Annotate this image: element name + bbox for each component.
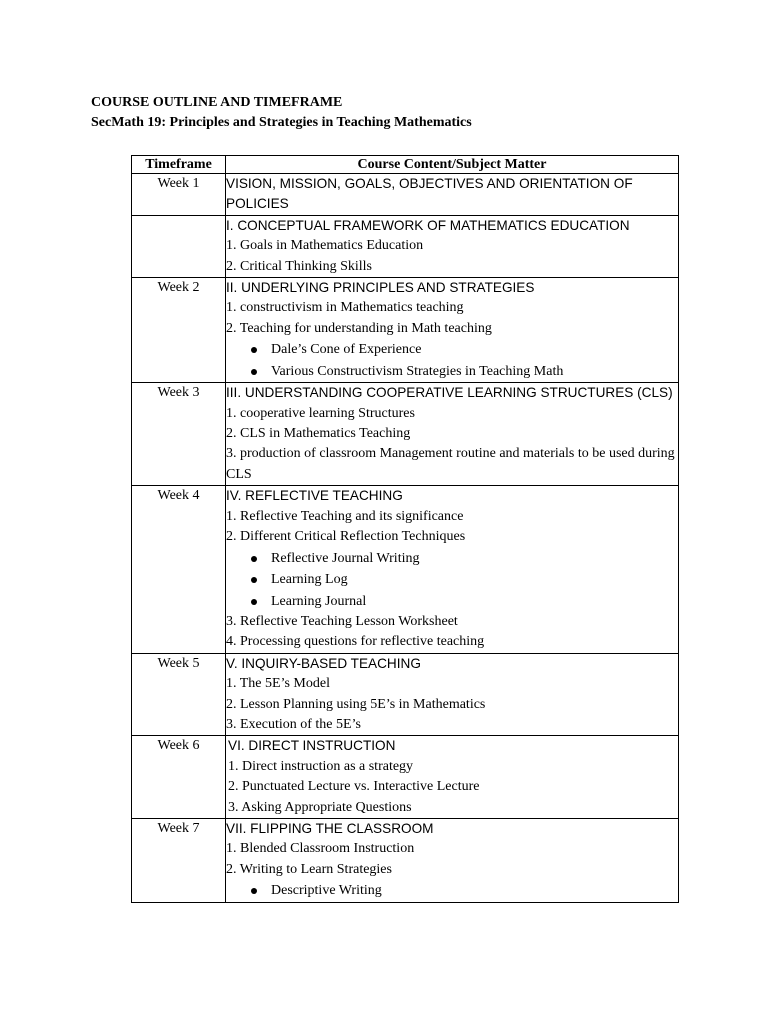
content-cell xyxy=(226,174,679,216)
bullet-item xyxy=(226,880,678,902)
bullet-text: Dale’s Cone of Experience xyxy=(271,342,422,358)
table-row xyxy=(132,215,679,277)
list-item: 3. Execution of the 5E’s xyxy=(226,717,361,733)
list-item: 1. The 5E’s Model xyxy=(226,676,330,692)
table-row xyxy=(132,486,679,654)
section-heading: I. CONCEPTUAL FRAMEWORK OF MATHEMATICS EDUCATION xyxy=(226,217,630,233)
list-item: 4. Processing questions for reflective teaching xyxy=(226,634,485,650)
bullet-text: Learning Log xyxy=(271,572,348,587)
bullet-item xyxy=(226,339,678,361)
list-item: 1. Reflective Teaching and its significance xyxy=(226,508,464,524)
list-item: 2. Different Critical Reflection Techniques xyxy=(226,529,466,545)
table-row xyxy=(132,383,679,486)
document-title: COURSE OUTLINE AND TIMEFRAME xyxy=(91,95,343,110)
content-cell xyxy=(226,383,679,486)
list-item: 1. Blended Classroom Instruction xyxy=(226,841,415,857)
content-cell xyxy=(226,653,679,736)
bullet-item xyxy=(226,591,678,613)
course-outline-table xyxy=(131,155,679,903)
table-row xyxy=(132,174,679,216)
timeframe-cell: Week 7 xyxy=(132,819,226,903)
content-cell xyxy=(226,278,679,383)
list-item: 3. Asking Appropriate Questions xyxy=(228,799,412,815)
timeframe-cell: Week 4 xyxy=(132,486,226,654)
header-content: Course Content/Subject Matter xyxy=(226,156,679,174)
bullet-icon xyxy=(251,556,257,562)
table-header-row xyxy=(132,156,679,174)
list-item: 2. Critical Thinking Skills xyxy=(226,258,372,274)
list-item: 1. Goals in Mathematics Education xyxy=(226,238,424,254)
bullet-icon xyxy=(251,369,257,375)
table-row xyxy=(132,653,679,736)
table-row xyxy=(132,278,679,383)
list-item: 2. Lesson Planning using 5E’s in Mathematics xyxy=(226,696,486,712)
content-cell xyxy=(226,819,679,903)
list-item: 1. constructivism in Mathematics teaching xyxy=(226,300,464,316)
list-item: 2. Teaching for understanding in Math teaching xyxy=(226,320,492,336)
timeframe-cell: Week 3 xyxy=(132,383,226,486)
timeframe-cell: Week 2 xyxy=(132,278,226,383)
bullet-icon xyxy=(251,888,257,894)
list-item: 2. Punctuated Lecture vs. Interactive Lecture xyxy=(228,779,480,795)
list-item: 2. Writing to Learn Strategies xyxy=(226,861,392,877)
bullet-text: Reflective Journal Writing xyxy=(271,550,420,566)
table-row xyxy=(132,819,679,903)
bullet-text: Descriptive Writing xyxy=(271,883,382,899)
bullet-text: Various Constructivism Strategies in Teaching Math xyxy=(271,363,564,379)
bullet-icon xyxy=(251,599,257,605)
timeframe-cell: Week 1 xyxy=(132,174,226,216)
section-heading: II. UNDERLYING PRINCIPLES AND STRATEGIES xyxy=(226,280,535,296)
section-heading: VII. FLIPPING THE CLASSROOM xyxy=(226,821,434,837)
bullet-icon xyxy=(251,577,257,583)
list-item: 1. cooperative learning Structures xyxy=(226,405,415,421)
header-timeframe: Timeframe xyxy=(132,156,226,174)
table-row xyxy=(132,736,679,819)
timeframe-cell xyxy=(132,215,226,277)
content-cell xyxy=(226,215,679,277)
section-heading: VISION, MISSION, GOALS, OBJECTIVES AND ORIENTATION OF POLICIES xyxy=(226,176,633,212)
section-heading: VI. DIRECT INSTRUCTION xyxy=(228,738,396,754)
section-heading: V. INQUIRY-BASED TEACHING xyxy=(226,655,421,671)
list-item: 3. production of classroom Management routine and materials to be used during CLS xyxy=(226,446,675,482)
list-item: 2. CLS in Mathematics Teaching xyxy=(226,426,411,442)
document-subtitle: SecMath 19: Principles and Strategies in Teaching Mathematics xyxy=(91,115,472,130)
list-item: 3. Reflective Teaching Lesson Worksheet xyxy=(226,614,458,629)
bullet-item xyxy=(226,548,678,570)
bullet-icon xyxy=(251,347,257,353)
bullet-item xyxy=(226,569,678,591)
content-cell xyxy=(226,736,679,819)
section-heading: III. UNDERSTANDING COOPERATIVE LEARNING STRUCTURES (CLS) xyxy=(226,385,673,401)
section-heading: IV. REFLECTIVE TEACHING xyxy=(226,488,403,504)
content-cell xyxy=(226,486,679,654)
timeframe-cell: Week 6 xyxy=(132,736,226,819)
bullet-item xyxy=(226,361,678,383)
timeframe-cell: Week 5 xyxy=(132,653,226,736)
list-item: 1. Direct instruction as a strategy xyxy=(228,758,414,774)
bullet-text: Learning Journal xyxy=(271,593,367,609)
